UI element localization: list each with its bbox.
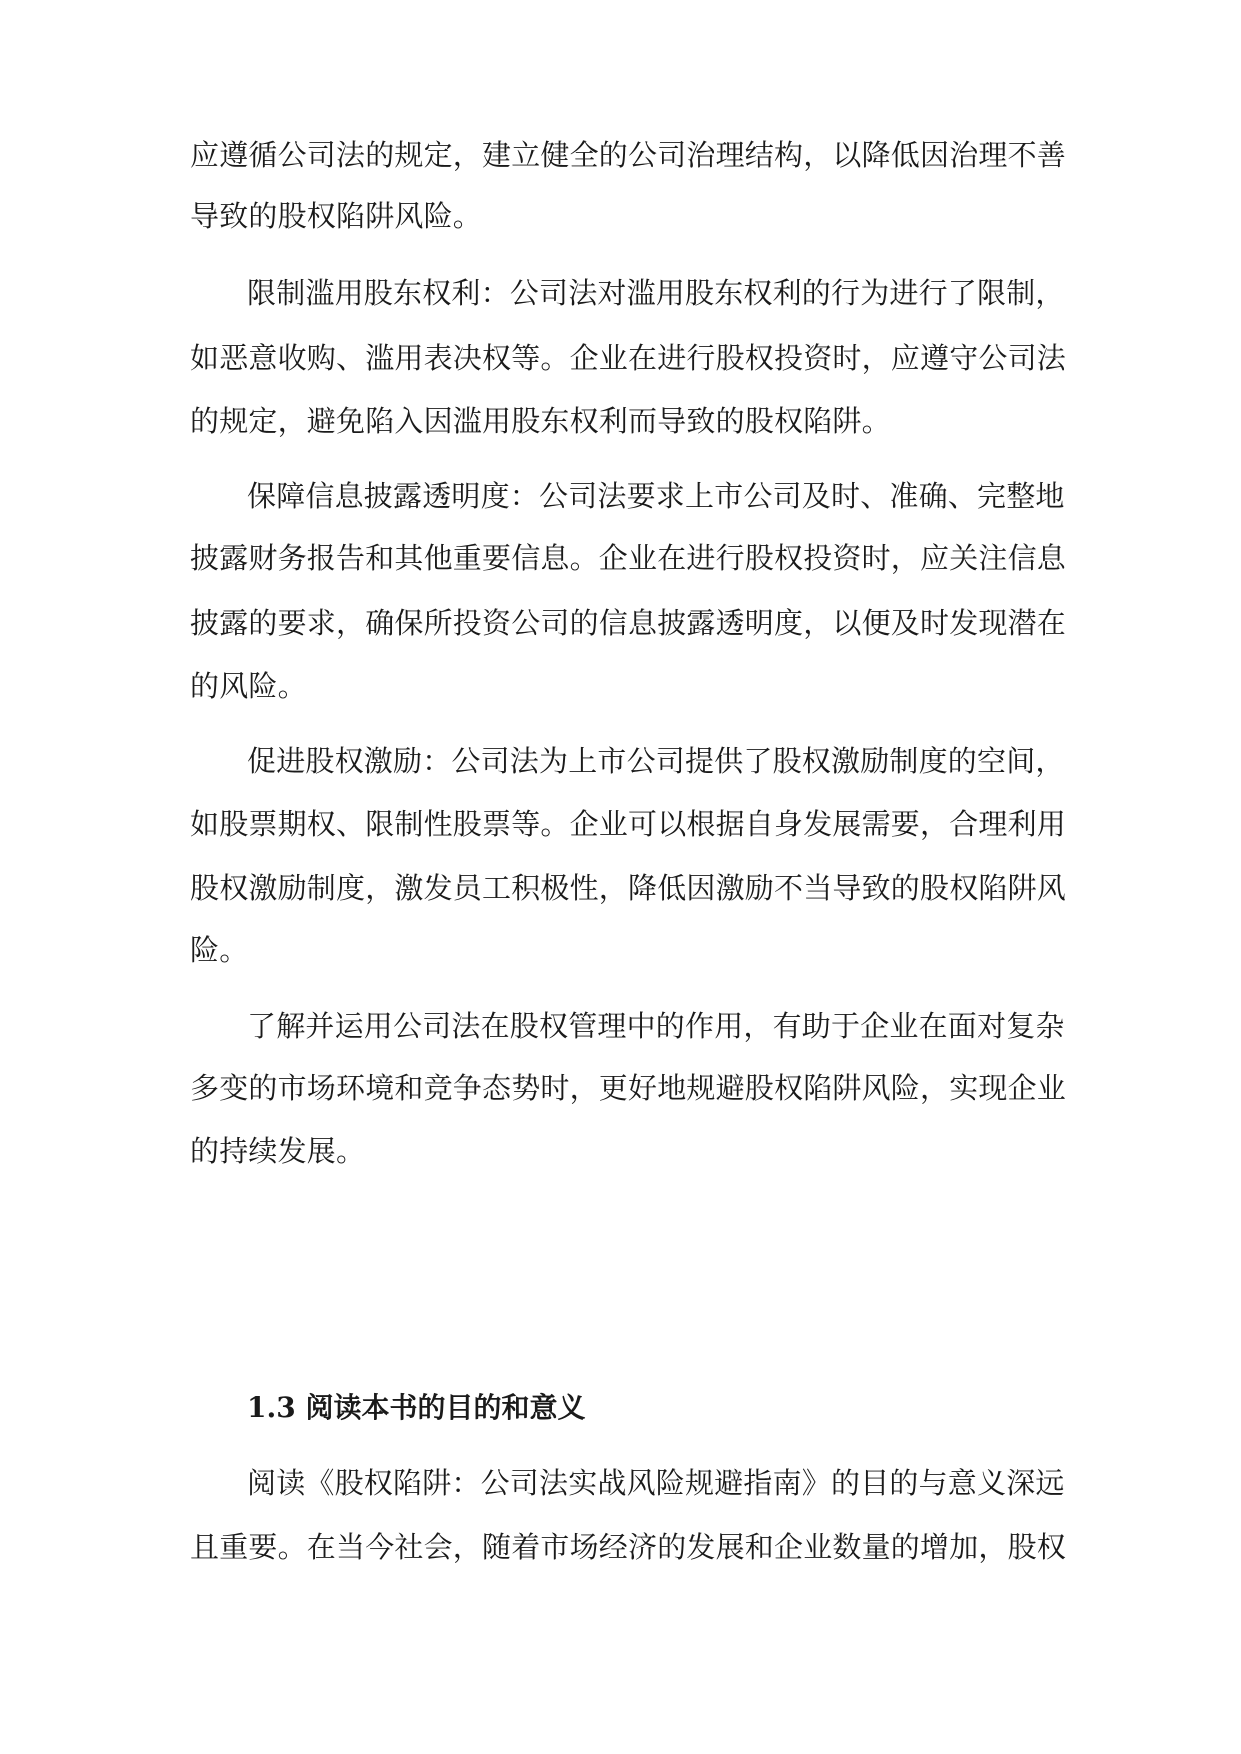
paragraph-4-line-3: 股权激励制度，激发员工积极性，降低因激励不当导致的股权陷阱风 (190, 871, 1067, 905)
paragraph-1-line-1: 应遵循公司法的规定，建立健全的公司治理结构，以降低因治理不善 (190, 138, 1067, 172)
closing-paragraph-line-2: 且重要。在当今社会，随着市场经济的发展和企业数量的增加，股权 (190, 1530, 1067, 1564)
closing-paragraph-line-1: 阅读《股权陷阱：公司法实战风险规避指南》的目的与意义深远 (247, 1466, 1065, 1500)
paragraph-3-line-1: 保障信息披露透明度：公司法要求上市公司及时、准确、完整地 (247, 479, 1065, 513)
paragraph-3-line-4: 的风险。 (190, 669, 307, 703)
paragraph-3-line-3: 披露的要求，确保所投资公司的信息披露透明度，以便及时发现潜在 (190, 606, 1067, 640)
paragraph-5-line-3: 的持续发展。 (190, 1134, 366, 1168)
paragraph-4-line-4: 险。 (190, 933, 249, 967)
section-heading: 1.3 阅读本书的目的和意义 (247, 1391, 586, 1424)
paragraph-4-line-1: 促进股权激励：公司法为上市公司提供了股权激励制度的空间， (247, 744, 1065, 778)
paragraph-2-line-2: 如恶意收购、滥用表决权等。企业在进行股权投资时，应遵守公司法 (190, 341, 1067, 375)
paragraph-2-line-3: 的规定，避免陷入因滥用股东权利而导致的股权陷阱。 (190, 404, 891, 438)
paragraph-2-line-1: 限制滥用股东权利：公司法对滥用股东权利的行为进行了限制， (247, 276, 1065, 310)
paragraph-3-line-2: 披露财务报告和其他重要信息。企业在进行股权投资时，应关注信息 (190, 541, 1067, 575)
paragraph-5-line-1: 了解并运用公司法在股权管理中的作用，有助于企业在面对复杂 (247, 1009, 1065, 1043)
paragraph-5-line-2: 多变的市场环境和竞争态势时，更好地规避股权陷阱风险，实现企业 (190, 1071, 1067, 1105)
paragraph-4-line-2: 如股票期权、限制性股票等。企业可以根据自身发展需要，合理利用 (190, 807, 1067, 841)
paragraph-1-line-2: 导致的股权陷阱风险。 (190, 199, 483, 233)
